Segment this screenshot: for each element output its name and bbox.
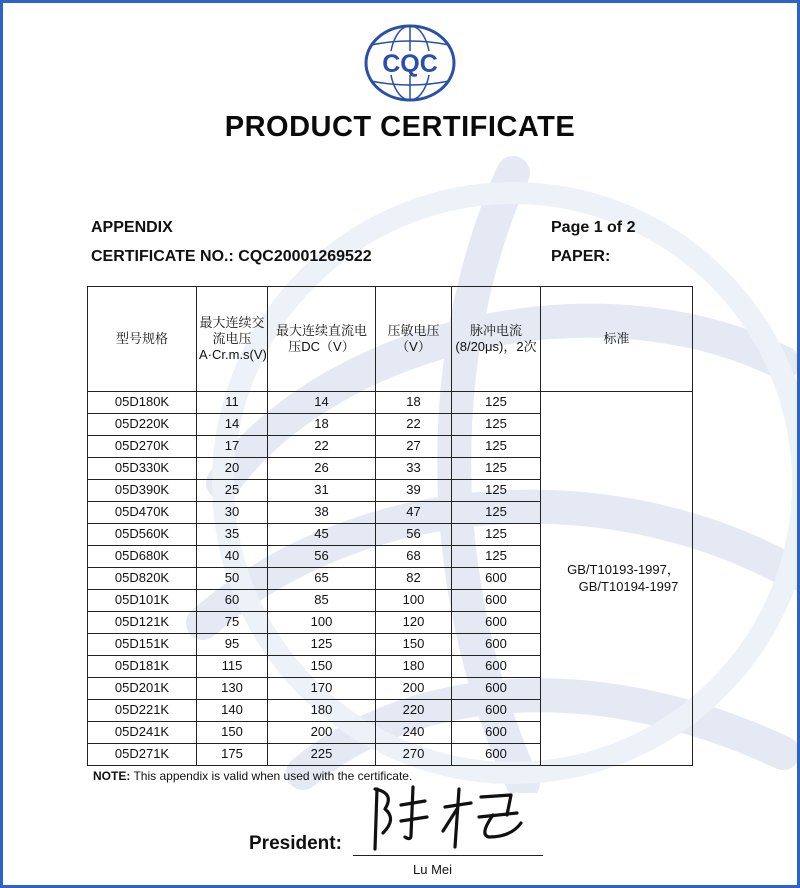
ac-voltage-cell: 35	[197, 524, 268, 546]
pulse-current-cell: 600	[452, 678, 541, 700]
pulse-current-cell: 125	[452, 502, 541, 524]
varistor-voltage-cell: 27	[376, 436, 452, 458]
ac-voltage-cell: 150	[197, 722, 268, 744]
ac-voltage-cell: 115	[197, 656, 268, 678]
standard-line-1: GB/T10193-1997，	[567, 562, 680, 578]
pulse-current-cell: 600	[452, 700, 541, 722]
pulse-current-cell: 600	[452, 634, 541, 656]
dc-voltage-cell: 56	[268, 546, 376, 568]
dc-voltage-cell: 150	[268, 656, 376, 678]
ac-voltage-cell: 11	[197, 392, 268, 414]
pulse-current-cell: 125	[452, 436, 541, 458]
varistor-voltage-cell: 68	[376, 546, 452, 568]
model-cell: 05D470K	[88, 502, 197, 524]
table-header-row	[88, 287, 693, 392]
ac-voltage-cell: 25	[197, 480, 268, 502]
note-text: This appendix is valid when used with the certificate.	[133, 769, 413, 783]
pulse-current-cell: 600	[452, 612, 541, 634]
varistor-voltage-cell: 240	[376, 722, 452, 744]
model-cell: 05D680K	[88, 546, 197, 568]
model-cell: 05D180K	[88, 392, 197, 414]
model-cell: 05D270K	[88, 436, 197, 458]
ac-voltage-cell: 60	[197, 590, 268, 612]
ac-voltage-cell: 130	[197, 678, 268, 700]
model-cell: 05D330K	[88, 458, 197, 480]
ac-voltage-cell: 14	[197, 414, 268, 436]
header-left	[91, 213, 372, 271]
dc-voltage-cell: 14	[268, 392, 376, 414]
model-cell: 05D201K	[88, 678, 197, 700]
varistor-voltage-cell: 270	[376, 744, 452, 766]
dc-voltage-cell: 26	[268, 458, 376, 480]
spec-table	[87, 286, 693, 766]
pulse-current-cell: 600	[452, 744, 541, 766]
pulse-current-cell: 125	[452, 546, 541, 568]
varistor-voltage-cell: 100	[376, 590, 452, 612]
table-row	[88, 392, 693, 414]
page-indicator: Page 1 of 2	[551, 219, 636, 236]
pulse-current-cell: 600	[452, 722, 541, 744]
varistor-voltage-cell: 33	[376, 458, 452, 480]
dc-voltage-cell: 200	[268, 722, 376, 744]
note-label: NOTE:	[93, 769, 131, 783]
appendix-label: APPENDIX	[91, 219, 173, 236]
model-cell: 05D390K	[88, 480, 197, 502]
dc-voltage-cell: 180	[268, 700, 376, 722]
ac-voltage-cell: 175	[197, 744, 268, 766]
model-cell: 05D221K	[88, 700, 197, 722]
dc-voltage-cell: 18	[268, 414, 376, 436]
model-cell: 05D241K	[88, 722, 197, 744]
dc-voltage-cell: 31	[268, 480, 376, 502]
pulse-current-cell: 125	[452, 392, 541, 414]
model-cell: 05D121K	[88, 612, 197, 634]
varistor-voltage-cell: 150	[376, 634, 452, 656]
pulse-current-cell: 600	[452, 568, 541, 590]
model-cell: 05D181K	[88, 656, 197, 678]
header-right	[551, 213, 635, 271]
cert-no-label: CERTIFICATE NO.:	[91, 248, 234, 265]
ac-voltage-cell: 40	[197, 546, 268, 568]
col-header-dc-voltage: 最大连续直流电压DC（V）	[268, 287, 376, 392]
dc-voltage-cell: 170	[268, 678, 376, 700]
ac-voltage-cell: 30	[197, 502, 268, 524]
pulse-current-cell: 600	[452, 656, 541, 678]
pulse-current-cell: 125	[452, 414, 541, 436]
dc-voltage-cell: 45	[268, 524, 376, 546]
varistor-voltage-cell: 220	[376, 700, 452, 722]
model-cell: 05D220K	[88, 414, 197, 436]
paper-label: PAPER:	[551, 248, 611, 265]
dc-voltage-cell: 85	[268, 590, 376, 612]
varistor-voltage-cell: 200	[376, 678, 452, 700]
ac-voltage-cell: 75	[197, 612, 268, 634]
ac-voltage-cell: 95	[197, 634, 268, 656]
logo-text: CQC	[382, 50, 438, 78]
dc-voltage-cell: 125	[268, 634, 376, 656]
varistor-voltage-cell: 18	[376, 392, 452, 414]
varistor-voltage-cell: 82	[376, 568, 452, 590]
handwritten-signature	[361, 775, 531, 859]
model-cell: 05D820K	[88, 568, 197, 590]
varistor-voltage-cell: 39	[376, 480, 452, 502]
col-header-pulse-current: 脉冲电流(8/20μs)，2次	[452, 287, 541, 392]
varistor-voltage-cell: 47	[376, 502, 452, 524]
col-header-model: 型号规格	[88, 287, 197, 392]
model-cell: 05D101K	[88, 590, 197, 612]
col-header-standard: 标准	[541, 287, 693, 392]
page-title: PRODUCT CERTIFICATE	[224, 111, 576, 143]
dc-voltage-cell: 22	[268, 436, 376, 458]
dc-voltage-cell: 100	[268, 612, 376, 634]
dc-voltage-cell: 225	[268, 744, 376, 766]
varistor-voltage-cell: 22	[376, 414, 452, 436]
pulse-current-cell: 125	[452, 458, 541, 480]
model-cell: 05D271K	[88, 744, 197, 766]
ac-voltage-cell: 140	[197, 700, 268, 722]
col-header-ac-voltage: 最大连续交流电压A·Cr.m.s(V)	[197, 287, 268, 392]
standard-cell	[541, 392, 693, 766]
ac-voltage-cell: 50	[197, 568, 268, 590]
cqc-logo	[363, 23, 457, 103]
dc-voltage-cell: 65	[268, 568, 376, 590]
signatory-name: Lu Mei	[413, 862, 453, 877]
signature-line	[353, 855, 543, 856]
pulse-current-cell: 125	[452, 480, 541, 502]
dc-voltage-cell: 38	[268, 502, 376, 524]
varistor-voltage-cell: 56	[376, 524, 452, 546]
cert-no-row	[91, 242, 372, 271]
model-cell: 05D560K	[88, 524, 197, 546]
standard-line-2: GB/T10194-1997	[578, 578, 679, 594]
ac-voltage-cell: 20	[197, 458, 268, 480]
president-label: President:	[249, 833, 342, 854]
varistor-voltage-cell: 120	[376, 612, 452, 634]
ac-voltage-cell: 17	[197, 436, 268, 458]
model-cell: 05D151K	[88, 634, 197, 656]
cert-no-value: CQC20001269522	[238, 248, 372, 265]
pulse-current-cell: 125	[452, 524, 541, 546]
col-header-varistor-voltage: 压敏电压（V）	[376, 287, 452, 392]
varistor-voltage-cell: 180	[376, 656, 452, 678]
pulse-current-cell: 600	[452, 590, 541, 612]
